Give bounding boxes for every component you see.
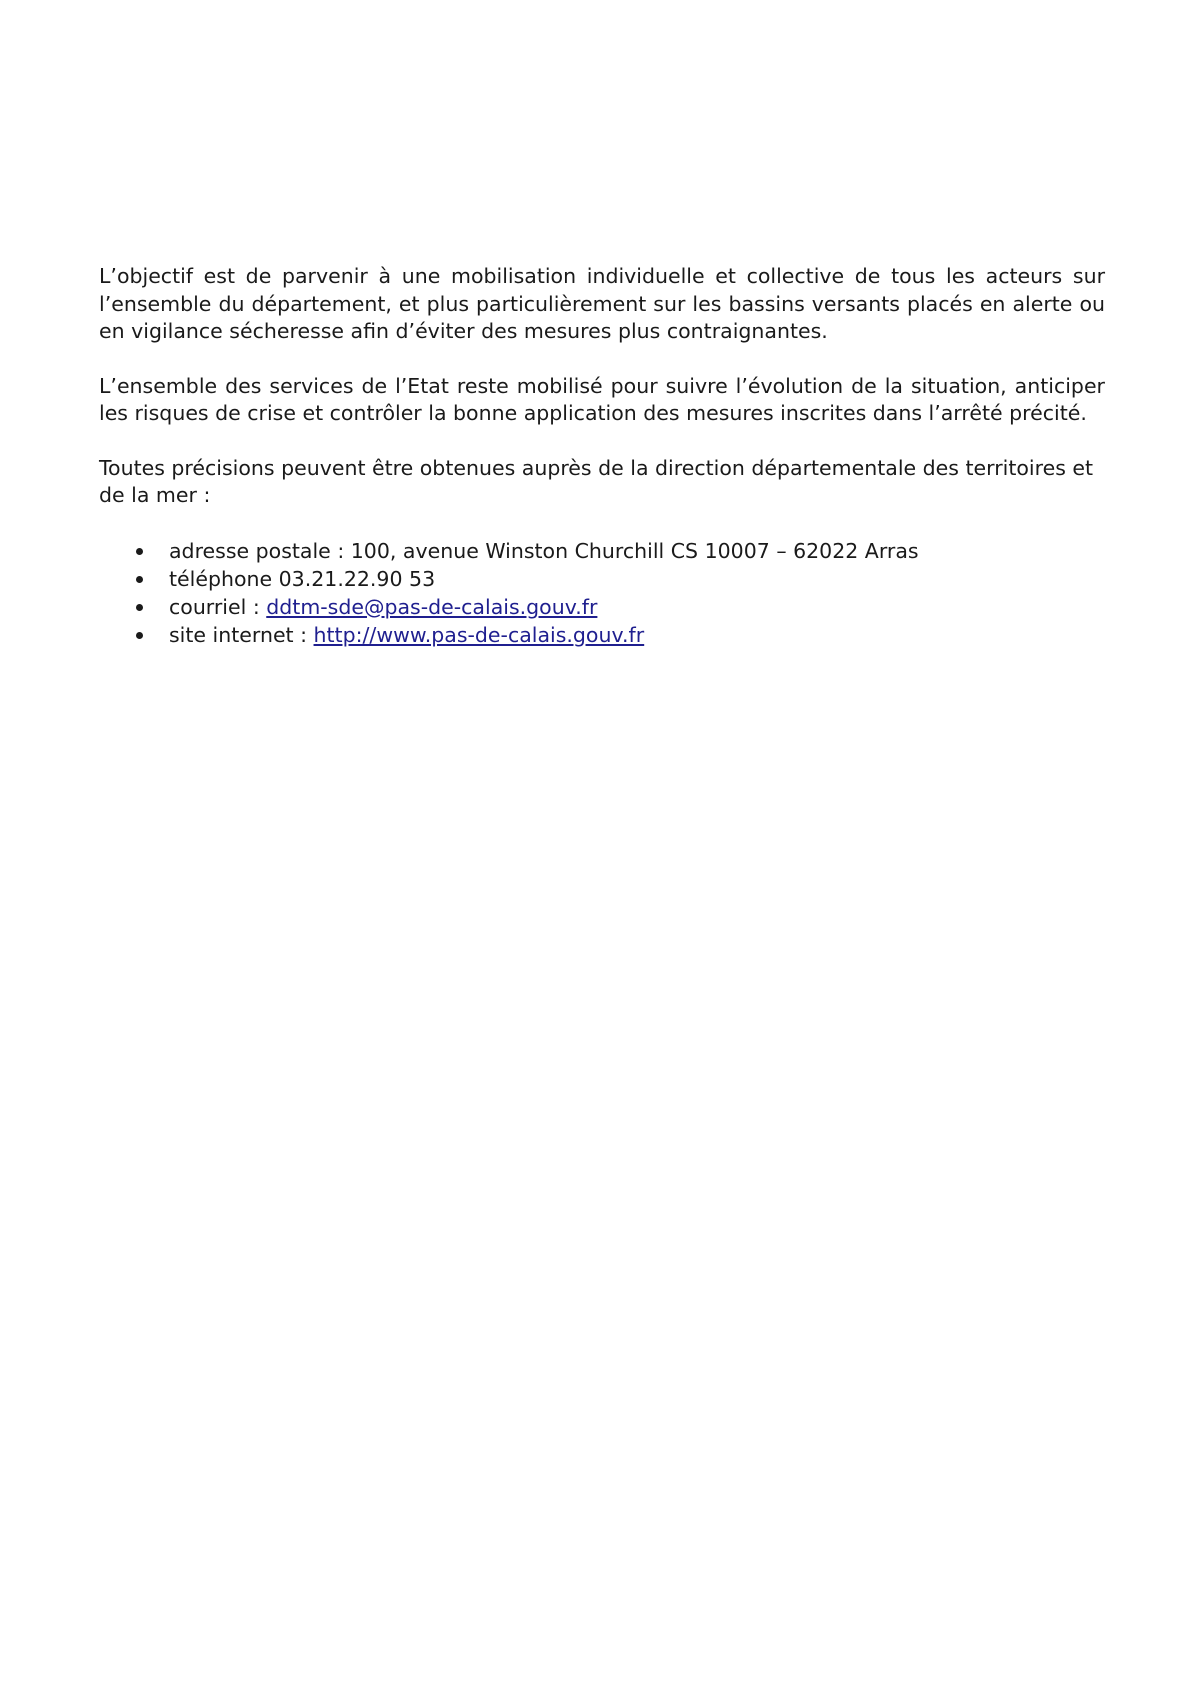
website-link[interactable]: http://www.pas-de-calais.gouv.fr — [313, 622, 645, 647]
bullet-icon — [136, 632, 143, 639]
contact-website — [99, 621, 1105, 649]
email-link[interactable]: ddtm-sde@pas-de-calais.gouv.fr — [266, 594, 598, 619]
phone-text: téléphone 03.21.22.90 53 — [169, 566, 436, 591]
paragraph-objective: L’objectif est de parvenir à une mobilisation individuelle et collective de tous les acteurs sur l’ensemble du département, et plus particulièrement sur les bassins versants placés en alerte ou en vigilance sécheresse afin d’éviter des mesures plus contraignantes. — [99, 264, 1105, 343]
bullet-icon — [136, 604, 143, 611]
bullet-icon — [136, 576, 143, 583]
bullet-icon — [136, 548, 143, 555]
address-text: adresse postale : 100, avenue Winston Churchill CS 10007 – 62022 Arras — [169, 538, 919, 563]
contact-email — [99, 593, 1105, 621]
website-label: site internet : — [169, 622, 314, 647]
contact-address — [99, 537, 1105, 565]
contact-phone — [99, 565, 1105, 593]
paragraph-state-services: L’ensemble des services de l’Etat reste mobilisé pour suivre l’évolution de la situation, anticiper les risques de crise et contrôler la bonne application des mesures inscrites dans l’arrêté précité. — [99, 373, 1105, 425]
email-label: courriel : — [169, 594, 267, 619]
contact-list — [99, 537, 1105, 649]
paragraph-information: Toutes précisions peuvent être obtenues auprès de la direction départementale des territoires et de la mer : — [99, 455, 1094, 507]
document-body — [99, 263, 1105, 649]
